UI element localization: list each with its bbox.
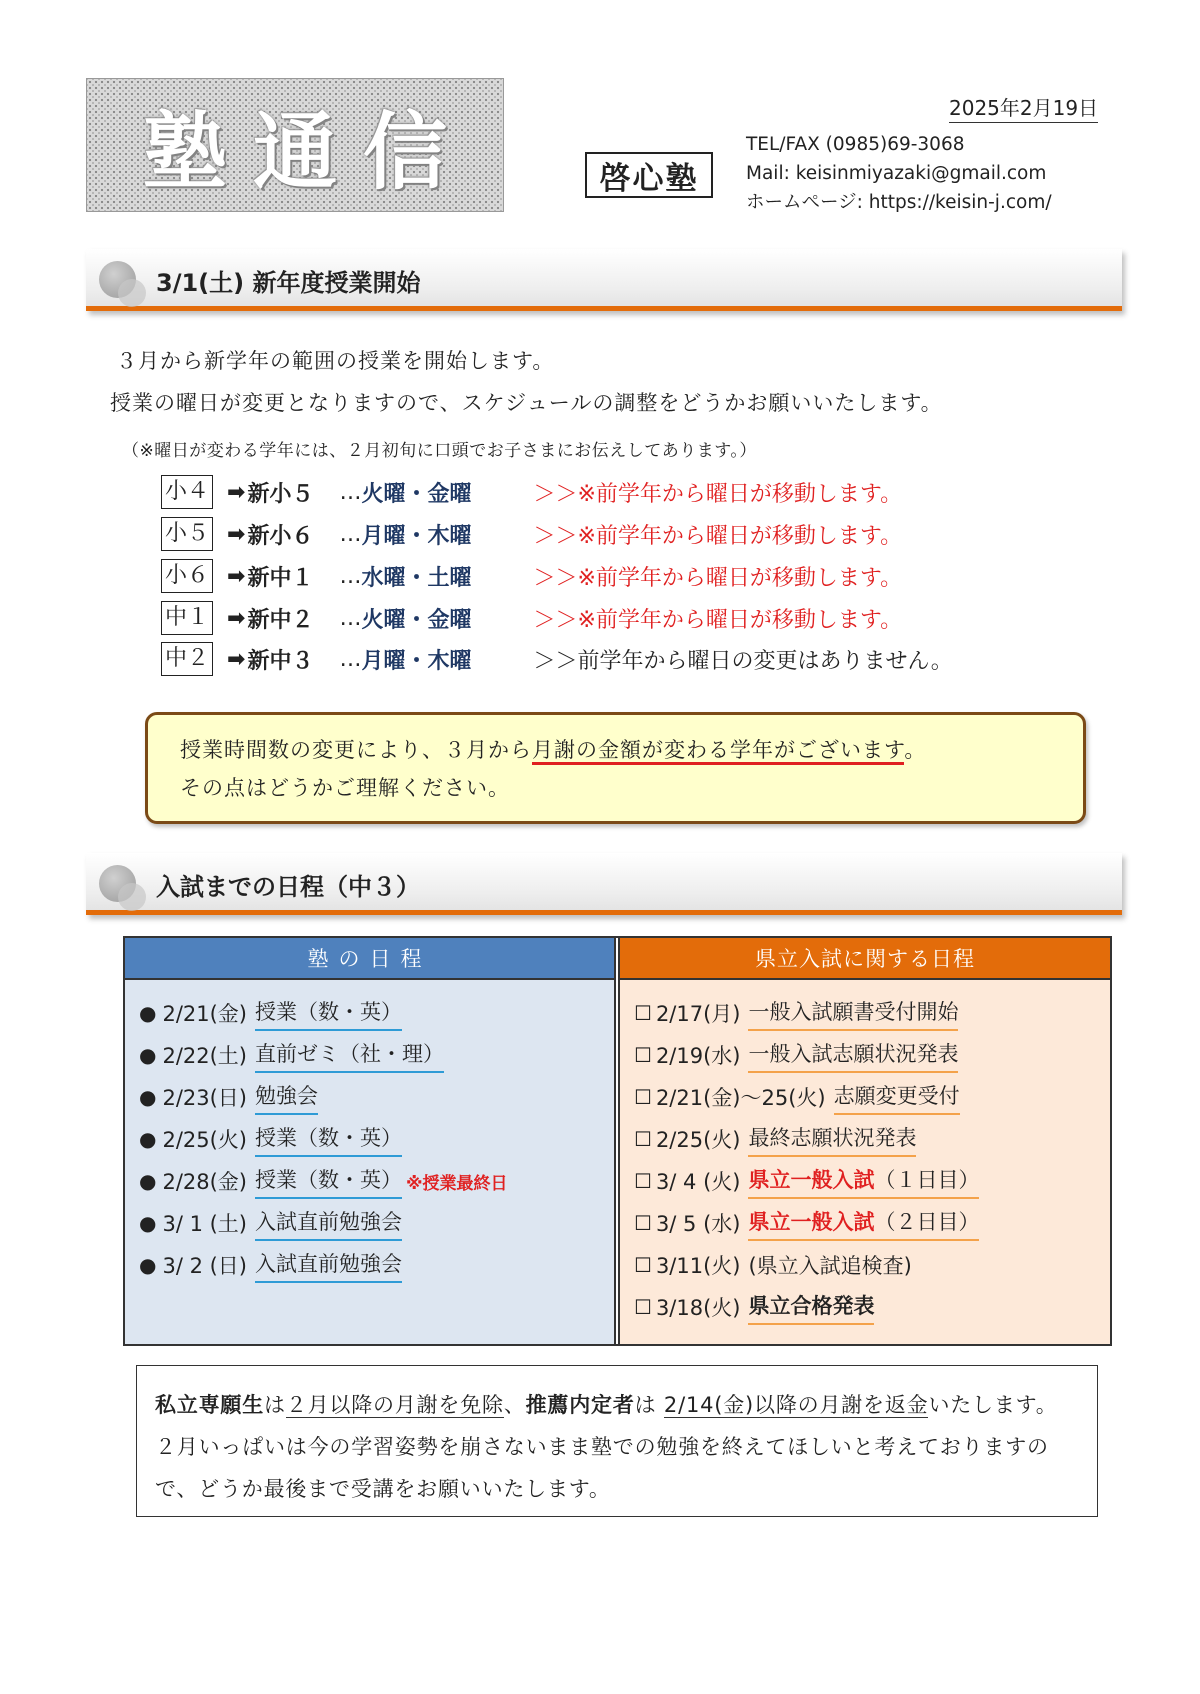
prefectural-schedule-header: 県立入試に関する日程 <box>620 938 1110 980</box>
juku-schedule-item <box>139 1202 614 1244</box>
checkbox-icon: ☐ <box>634 1253 652 1277</box>
schedule-date: 2/22(土) <box>162 1044 247 1068</box>
schedule-date: 3/11(火) <box>655 1254 741 1278</box>
ellipsis: … <box>339 605 362 631</box>
day-change-message: ＞＞※前学年から曜日が移動します。 <box>533 523 903 549</box>
juku-schedule-column <box>125 938 616 1344</box>
contact-info <box>746 130 1052 217</box>
ellipsis: … <box>339 479 362 505</box>
bullet-icon: ● <box>139 1253 157 1277</box>
checkbox-icon: ☐ <box>634 1127 652 1151</box>
schedule-event: 授業（数・英） <box>255 1122 402 1157</box>
juku-schedule-item <box>139 1118 614 1160</box>
arrow-right-icon: ➡ <box>227 479 246 505</box>
new-grade: 新小６ <box>247 523 314 549</box>
juku-schedule-header: 塾の日程 <box>125 938 614 980</box>
section-title: 3/1(土) 新年度授業開始 <box>156 269 421 297</box>
notice-text: 授業時間数の変更により、３月から <box>180 738 532 762</box>
ellipsis: … <box>339 646 362 672</box>
schedule-date: 2/23(日) <box>162 1086 247 1110</box>
schedule-event-emphasis: 県立一般入試（１日目） <box>748 1164 979 1199</box>
bullet-icon: ● <box>139 1085 157 1109</box>
schedule-event: 志願変更受付 <box>834 1080 960 1115</box>
prefectural-schedule-item <box>634 1076 1110 1118</box>
checkbox-icon: ☐ <box>634 1001 652 1025</box>
grade-row <box>161 641 953 677</box>
grade-row <box>161 516 902 552</box>
section-title: 入試までの日程（中３） <box>156 873 420 901</box>
prefectural-schedule-item <box>634 1160 1110 1202</box>
schedule-date: 3/18(火) <box>655 1296 741 1320</box>
checkbox-icon: ☐ <box>634 1295 652 1319</box>
schedule-event: 勉強会 <box>255 1080 318 1115</box>
schedule-event: 一般入試願書受付開始 <box>748 996 958 1031</box>
prefectural-schedule-column <box>618 938 1110 1344</box>
new-grade: 新中２ <box>247 607 314 633</box>
recommended-label: 推薦内定者 <box>525 1393 635 1417</box>
masthead-title: 塾通信 <box>142 102 473 201</box>
current-grade-box: 小６ <box>161 559 213 593</box>
schedule-event: 最終志願状況発表 <box>748 1122 916 1157</box>
schedule-event-emphasis: 県立合格発表 <box>748 1290 874 1325</box>
day-change-message: ＞＞※前学年から曜日が移動します。 <box>533 565 903 591</box>
class-days: 水曜・土曜 <box>361 565 472 591</box>
circle-icon <box>118 279 146 307</box>
intro-note: （※曜日が変わる学年には、２月初旬に口頭でお子さまにお伝えしてあります。） <box>122 441 757 461</box>
schedule-event: (県立入試追検査) <box>748 1254 912 1278</box>
prefectural-schedule-item <box>634 1118 1110 1160</box>
prefectural-schedule-item <box>634 1244 1110 1286</box>
prefectural-schedule-item <box>634 1202 1110 1244</box>
day-change-message: ＞＞※前学年から曜日が移動します。 <box>533 607 903 633</box>
schedule-event: 授業（数・英） <box>255 996 402 1031</box>
private-applicant-label: 私立専願生 <box>155 1393 264 1417</box>
schedule-event-emphasis: 県立一般入試（２日目） <box>748 1206 979 1241</box>
notice-underlined: 月謝の金額が変わる学年がございます <box>532 738 904 765</box>
juku-schedule-item <box>139 1034 614 1076</box>
section-heading-exam-schedule <box>86 853 1122 915</box>
schedule-event: 一般入試志願状況発表 <box>748 1038 958 1073</box>
contact-mail[interactable]: Mail: keisinmiyazaki@gmail.com <box>746 163 1047 184</box>
schedule-note: ※授業最終日 <box>406 1173 508 1194</box>
bullet-icon: ● <box>139 1001 157 1025</box>
schedule-date: 2/21(金)～25(火) <box>655 1086 826 1110</box>
current-grade-box: 小５ <box>161 517 213 551</box>
juku-schedule-item <box>139 1160 614 1202</box>
notice-line-1 <box>180 731 1083 769</box>
school-name: 啓心塾 <box>585 152 713 198</box>
tuition-exemption: ２月以降の月謝を免除 <box>285 1393 504 1417</box>
arrow-right-icon: ➡ <box>227 563 246 589</box>
checkbox-icon: ☐ <box>634 1043 652 1067</box>
schedule-event: 授業（数・英） <box>255 1164 402 1199</box>
schedule-date: 3/ 1 (土) <box>162 1212 247 1236</box>
bullet-icon: ● <box>139 1043 157 1067</box>
current-grade-box: 小４ <box>161 475 213 509</box>
class-days: 月曜・木曜 <box>361 523 472 549</box>
day-change-message: ＞＞前学年から曜日の変更はありません。 <box>533 648 953 674</box>
current-grade-box: 中１ <box>161 601 213 635</box>
juku-schedule-item <box>139 992 614 1034</box>
new-grade: 新中１ <box>247 565 314 591</box>
ellipsis: … <box>339 521 362 547</box>
intro-line-2: 授業の曜日が変更となりますので、スケジュールの調整をどうかお願いいたします。 <box>110 391 943 415</box>
grade-row <box>161 558 902 594</box>
notice-text: 。 <box>904 738 927 762</box>
intro-line-1: ３月から新学年の範囲の授業を開始します。 <box>116 349 555 373</box>
notice-text: いたします。２月いっぱいは今の学習姿勢を崩さないまま塾での勉強を終えてほしいと考えておりますので、どうか最後まで受講をお願いいたします。 <box>155 1393 1058 1501</box>
schedule-event: 入試直前勉強会 <box>255 1206 402 1241</box>
grade-row <box>161 600 902 636</box>
tuition-refund: 2/14(金)以降の月謝を返金 <box>663 1393 929 1417</box>
juku-schedule-item <box>139 1244 614 1286</box>
notice-line-2: その点はどうかご理解ください。 <box>180 776 510 800</box>
masthead-banner <box>86 78 504 212</box>
schedule-date: 2/25(火) <box>655 1128 741 1152</box>
schedule-event: 入試直前勉強会 <box>255 1248 402 1283</box>
arrow-right-icon: ➡ <box>227 605 246 631</box>
issue-date: 2025年2月19日 <box>949 92 1098 123</box>
new-grade: 新小５ <box>247 481 314 507</box>
bullet-icon: ● <box>139 1169 157 1193</box>
schedule-date: 3/ 4 (火) <box>655 1170 741 1194</box>
circle-icon <box>118 883 146 911</box>
notice-text: 、 <box>503 1393 526 1417</box>
schedule-date: 2/28(金) <box>162 1170 247 1194</box>
checkbox-icon: ☐ <box>634 1211 652 1235</box>
notice-text: は <box>264 1393 286 1417</box>
prefectural-schedule-item <box>634 1286 1110 1328</box>
tuition-refund-notice <box>136 1365 1098 1517</box>
schedule-date: 2/19(水) <box>655 1044 741 1068</box>
arrow-right-icon: ➡ <box>227 521 246 547</box>
schedule-date: 3/ 5 (水) <box>655 1212 741 1236</box>
schedule-event: 直前ゼミ（社・理） <box>255 1038 444 1073</box>
schedule-date: 2/25(火) <box>162 1128 247 1152</box>
juku-schedule-item <box>139 1076 614 1118</box>
checkbox-icon: ☐ <box>634 1169 652 1193</box>
schedule-date: 2/21(金) <box>162 1002 247 1026</box>
class-days: 火曜・金曜 <box>361 607 472 633</box>
juku-schedule-list <box>125 980 614 1286</box>
ellipsis: … <box>339 563 362 589</box>
prefectural-schedule-item <box>634 1034 1110 1076</box>
schedule-table <box>123 936 1112 1346</box>
arrow-right-icon: ➡ <box>227 646 246 672</box>
bullet-icon: ● <box>139 1127 157 1151</box>
grade-row <box>161 474 902 510</box>
tuition-notice-box <box>145 712 1086 824</box>
section-heading-new-year <box>86 249 1122 311</box>
prefectural-schedule-item <box>634 992 1110 1034</box>
schedule-date: 3/ 2 (日) <box>162 1254 247 1278</box>
prefectural-schedule-list <box>620 980 1110 1328</box>
class-days: 月曜・木曜 <box>361 648 472 674</box>
notice-text: は <box>634 1393 664 1417</box>
new-grade: 新中３ <box>247 648 314 674</box>
bullet-icon: ● <box>139 1211 157 1235</box>
day-change-message: ＞＞※前学年から曜日が移動します。 <box>533 481 903 507</box>
contact-tel: TEL/FAX (0985)69-3068 <box>746 134 965 155</box>
current-grade-box: 中２ <box>161 642 213 676</box>
checkbox-icon: ☐ <box>634 1085 652 1109</box>
contact-homepage[interactable]: ホームページ: https://keisin-j.com/ <box>746 192 1052 213</box>
class-days: 火曜・金曜 <box>361 481 472 507</box>
schedule-date: 2/17(月) <box>655 1002 741 1026</box>
